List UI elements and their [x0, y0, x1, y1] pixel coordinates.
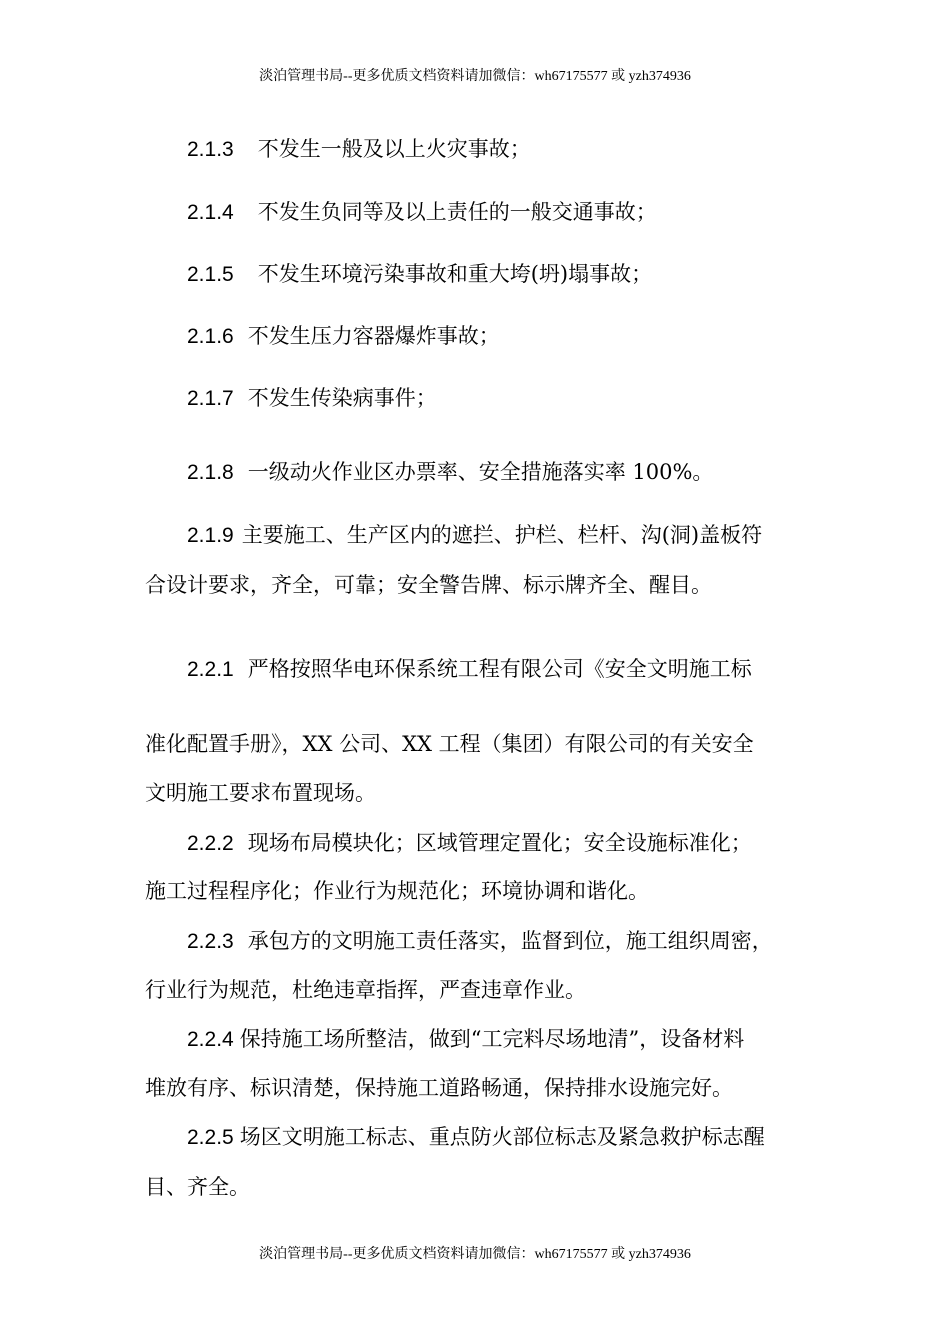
page-header: 淡泊管理书局--更多优质文档资料请加微信：wh67175577 或 yzh374936 [259, 69, 691, 84]
item-number: 2.2.4 [187, 1028, 234, 1051]
item-number: 2.1.4 [187, 201, 234, 224]
item-2-2-5-cont: 目、齐全。 [145, 1175, 250, 1199]
item-number: 2.1.8 [187, 461, 234, 484]
item-2-1-3 [187, 134, 531, 165]
item-2-1-8 [187, 457, 713, 488]
item-2-2-2-cont: 施工过程程序化；作业行为规范化；环境协调和谐化。 [145, 879, 649, 903]
item-number: 2.2.2 [187, 832, 234, 855]
item-text: 不发生环境污染事故和重大垮(坍)塌事故； [257, 262, 653, 286]
item-2-2-1 [187, 654, 752, 685]
item-text: 现场布局模块化；区域管理定置化；安全设施标准化； [247, 831, 752, 855]
item-2-1-9-cont: 合设计要求，齐全，可靠；安全警告牌、标示牌齐全、醒目。 [145, 573, 712, 597]
item-text: 承包方的文明施工责任落实，监督到位，施工组织周密， [247, 929, 773, 953]
page-footer: 淡泊管理书局--更多优质文档资料请加微信：wh67175577 或 yzh374936 [259, 1247, 691, 1262]
item-number: 2.1.6 [187, 325, 234, 348]
item-number: 2.2.3 [187, 930, 234, 953]
item-2-1-7 [187, 383, 437, 414]
item-number: 2.1.3 [187, 138, 234, 161]
item-2-1-9 [187, 520, 762, 551]
item-number: 2.1.5 [187, 263, 234, 286]
item-2-1-4 [187, 197, 657, 228]
item-text: 不发生传染病事件； [247, 386, 437, 410]
item-2-2-4 [187, 1024, 744, 1055]
item-2-2-3-cont: 行业行为规范，杜绝违章指挥，严查违章作业。 [145, 978, 586, 1002]
item-2-2-3 [187, 926, 773, 957]
item-text: 场区文明施工标志、重点防火部位标志及紧急救护标志醒 [239, 1125, 765, 1149]
item-number: 2.1.7 [187, 387, 234, 410]
item-2-2-5 [187, 1122, 765, 1153]
item-text: 不发生压力容器爆炸事故； [247, 324, 500, 348]
item-2-2-4-cont: 堆放有序、标识清楚，保持施工道路畅通，保持排水设施完好。 [145, 1076, 733, 1100]
item-number: 2.2.5 [187, 1126, 234, 1149]
item-text: 一级动火作业区办票率、安全措施落实率 100%。 [247, 460, 714, 484]
item-text: 严格按照华电环保系统工程有限公司《安全文明施工标 [247, 657, 752, 681]
item-2-2-1-cont: 准化配置手册》，XX 公司、XX 工程（集团）有限公司的有关安全 [145, 732, 754, 756]
item-2-2-1-cont2: 文明施工要求布置现场。 [145, 781, 376, 805]
item-number: 2.2.1 [187, 658, 234, 681]
item-number: 2.1.9 [187, 524, 234, 547]
item-text: 保持施工场所整洁，做到“工完料尽场地清”，设备材料 [239, 1027, 745, 1051]
item-2-1-5 [187, 259, 652, 290]
item-2-1-6 [187, 321, 500, 352]
item-text: 主要施工、生产区内的遮拦、护栏、栏杆、沟(洞)盖板符 [241, 523, 763, 547]
item-text: 不发生负同等及以上责任的一般交通事故； [257, 200, 657, 224]
item-2-2-2 [187, 828, 752, 859]
item-text: 不发生一般及以上火灾事故； [257, 137, 531, 161]
